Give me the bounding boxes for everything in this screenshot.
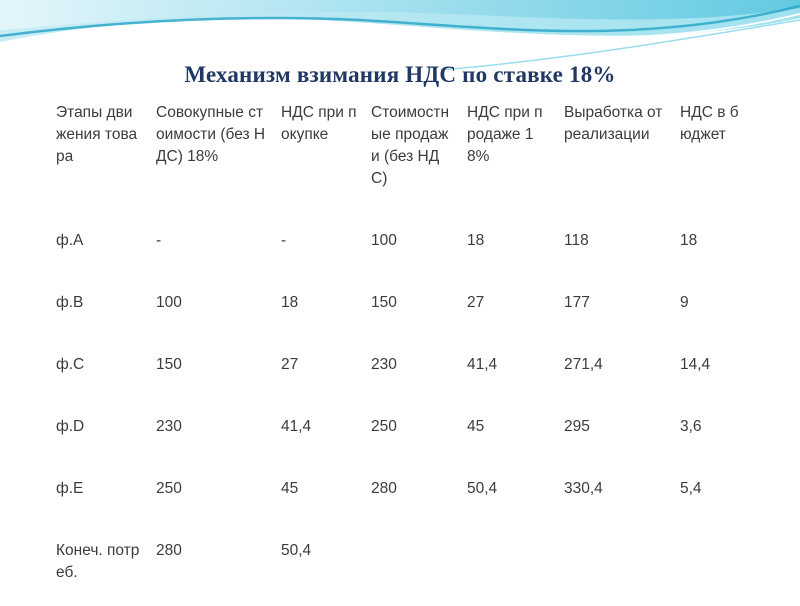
table-cell: 150 xyxy=(371,294,397,311)
table-row xyxy=(46,350,746,412)
table-cell: ф.В xyxy=(56,294,84,311)
table-cell: 27 xyxy=(281,356,299,373)
table-cell xyxy=(361,536,457,606)
table-cell: 280 xyxy=(156,542,182,559)
table-cell: 50,4 xyxy=(467,480,498,497)
table-cell: - xyxy=(156,232,162,249)
header-cell-revenue: Выработка от реализации xyxy=(564,104,663,143)
table-cell: ф.С xyxy=(56,356,85,373)
table-cell: 41,4 xyxy=(281,418,312,435)
table-cell xyxy=(457,536,554,606)
table-cell: ф.А xyxy=(56,232,84,249)
table-cell: ф.Е xyxy=(56,480,84,497)
table-cell: ф.D xyxy=(56,418,85,435)
header-cell-vat-purchase: НДС при покупке xyxy=(281,104,357,143)
table-row xyxy=(46,474,746,536)
header-cell-vat-sale: НДС при продаже 18% xyxy=(467,104,543,165)
table-cell: 18 xyxy=(281,294,299,311)
table-row xyxy=(46,536,746,606)
table-cell: 150 xyxy=(156,356,182,373)
table-row xyxy=(46,288,746,350)
vat-mechanism-table xyxy=(46,98,746,606)
header-wave-decoration xyxy=(0,0,800,70)
table-cell: 295 xyxy=(564,418,590,435)
table-cell: 118 xyxy=(564,232,589,249)
table-cell: 5,4 xyxy=(680,480,702,497)
table-cell: 41,4 xyxy=(467,356,498,373)
header-cell-stages: Этапы движения товара xyxy=(56,104,138,165)
table-cell: 3,6 xyxy=(680,418,702,435)
table-cell: 9 xyxy=(680,294,689,311)
table-cell xyxy=(670,536,746,606)
table-cell: 14,4 xyxy=(680,356,711,373)
table-cell: 250 xyxy=(156,480,182,497)
header-cell-total-cost: Совокупные стоимости (без НДС) 18% xyxy=(156,104,266,165)
header-cell-vat-budget: НДС в бюджет xyxy=(680,104,739,143)
table-cell: Конеч. потреб. xyxy=(56,542,140,581)
table-cell: 230 xyxy=(156,418,182,435)
table-cell: 45 xyxy=(467,418,485,435)
table-cell: 330,4 xyxy=(564,480,603,497)
table-cell: 18 xyxy=(680,232,698,249)
table-header-row xyxy=(46,98,746,226)
table-cell: 100 xyxy=(371,232,397,249)
header-cell-sales-value: Стоимостные продажи (без НДС) xyxy=(371,104,450,187)
table-cell: 18 xyxy=(467,232,485,249)
table-cell: 50,4 xyxy=(281,542,312,559)
table-cell: - xyxy=(281,232,287,249)
table-cell: 177 xyxy=(564,294,590,311)
table-row xyxy=(46,226,746,288)
slide-title: Механизм взимания НДС по ставке 18% xyxy=(184,62,616,87)
table-cell: 230 xyxy=(371,356,397,373)
table-cell: 45 xyxy=(281,480,299,497)
table-cell: 27 xyxy=(467,294,485,311)
table-cell: 280 xyxy=(371,480,397,497)
table-row xyxy=(46,412,746,474)
table-cell: 271,4 xyxy=(564,356,603,373)
table-cell: 100 xyxy=(156,294,182,311)
table-cell: 250 xyxy=(371,418,397,435)
table-cell xyxy=(554,536,670,606)
